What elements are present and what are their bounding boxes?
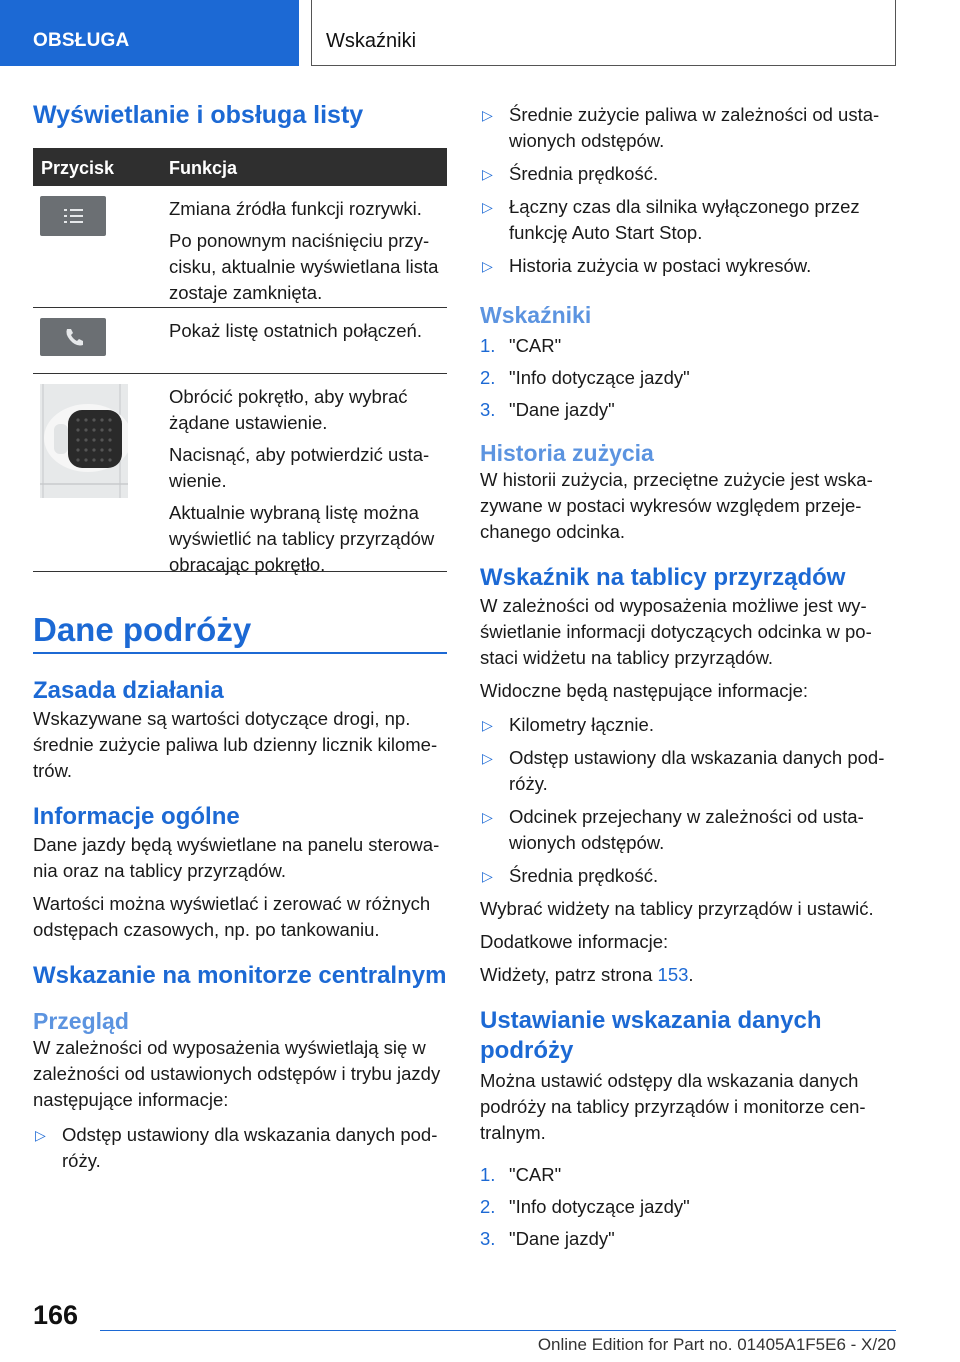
overview-text: W zależności od wyposażenia wyświetlają się w zależności od ustawionych odstępów i trybu jazdy następujące informacje: <box>33 1037 441 1110</box>
edition-text: Online Edition for Part no. 01405A1F5E6 - X/20 <box>537 1335 896 1354</box>
general-info-text: Dane jazdy będą wyświetlane na panelu sterowania oraz na tablicy przyrządów. <box>33 834 440 881</box>
list-item: ▷ Średnia prędkość. <box>480 863 896 889</box>
principle-heading: Zasada działania <box>33 677 224 704</box>
button-function-table <box>33 148 447 575</box>
step-item: 1. "CAR" <box>480 1164 562 1185</box>
page-number: 166 <box>33 1300 79 1330</box>
bullet-icon: ▷ <box>482 809 493 825</box>
central-monitor-heading: Wskazanie na monitorze centralnym <box>33 962 447 989</box>
step-item: 3. "Dane jazdy" <box>480 1228 615 1249</box>
table-cell-text: Po ponownym naciśnięciu przycisku, aktualnie wyświetlana lista zostaje zamknięta. <box>169 230 439 303</box>
controller-knob-icon <box>40 384 128 498</box>
table-row <box>33 308 447 374</box>
bullet-icon: ▷ <box>482 166 493 182</box>
general-info-heading: Informacje ogólne <box>33 803 240 830</box>
table-row <box>33 186 447 308</box>
table-header-button: Przycisk <box>41 158 115 178</box>
bullet-icon: ▷ <box>482 107 493 123</box>
instrument-cluster-text: W zależności od wyposażenia możliwe jest wyświetlanie informacji dotyczących odcinka w postaci widżetu na tablicy przyrządów. <box>480 595 872 668</box>
list-item: ▷ Odstęp ustawiony dla wskazania danych podróży. <box>35 1124 438 1171</box>
bullet-icon: ▷ <box>482 868 493 884</box>
consumption-history-text: W historii zużycia, przeciętne zużycie jest wskazywane w postaci wykresów względem przejechanego odcinka. <box>480 469 873 542</box>
instrument-cluster-text: Dodatkowe informacje: <box>480 931 669 952</box>
page-header <box>0 0 960 66</box>
overview-heading: Przegląd <box>33 1008 129 1034</box>
list-item: ▷ Historia zużycia w postaci wykresów. <box>480 253 896 279</box>
list-section-title: Wyświetlanie i obsługa listy <box>33 101 364 129</box>
consumption-history-heading: Historia zużycia <box>480 440 654 466</box>
bullet-icon: ▷ <box>482 750 493 766</box>
section-tab: OBSŁUGA <box>0 0 299 66</box>
overview-list-continued <box>480 102 896 279</box>
step-item: 2. "Info dotyczące jazdy" <box>480 367 690 388</box>
instrument-cluster-text: Widżety, patrz strona 153. <box>480 964 694 985</box>
table-header-function: Funkcja <box>169 158 238 178</box>
table-cell-text: Obrócić pokrętło, aby wybrać żądane ustawienie. <box>169 386 408 433</box>
left-column <box>33 100 447 1181</box>
list-item: ▷ Odstęp ustawiony dla wskazania danych podróży. <box>482 747 885 794</box>
overview-list <box>33 1122 447 1174</box>
instrument-cluster-list <box>480 712 896 889</box>
list-item: ▷ Odcinek przejechany w zależności od ustawionych odstępów. <box>482 806 864 853</box>
bullet-icon: ▷ <box>482 258 493 274</box>
step-item: 3. "Dane jazdy" <box>480 399 615 420</box>
principle-text: Wskazywane są wartości dotyczące drogi, np. średnie zużycie paliwa lub dzienny licznik kilometrów. <box>33 708 438 781</box>
table-cell-text: Nacisnąć, aby potwierdzić ustawienie. <box>169 444 430 491</box>
chapter-underline <box>33 652 447 654</box>
right-column <box>480 100 896 1258</box>
set-trip-data-steps <box>480 1162 896 1252</box>
phone-button-icon <box>40 318 106 356</box>
table-row <box>33 374 447 575</box>
list-item: ▷ Kilometry łącznie. <box>480 712 896 738</box>
instrument-cluster-text: Widoczne będą następujące informacje: <box>480 680 809 701</box>
table-cell-text: Zmiana źródła funkcji rozrywki. <box>169 198 422 219</box>
indicators-heading: Wskaźniki <box>480 302 592 328</box>
set-trip-data-text: Można ustawić odstępy dla wskazania danych podróży na tablicy przyrządów i monitorze centralnym. <box>480 1070 866 1143</box>
indicators-steps <box>480 333 896 423</box>
step-item: 2. "Info dotyczące jazdy" <box>480 1196 690 1217</box>
instrument-cluster-heading: Wskaźnik na tablicy przyrządów <box>480 564 846 591</box>
bullet-icon: ▷ <box>35 1127 46 1143</box>
page-link[interactable]: 153 <box>657 964 689 985</box>
step-item: 1. "CAR" <box>480 335 562 356</box>
instrument-cluster-text: Wybrać widżety na tablicy przyrządów i ustawić. <box>480 898 874 919</box>
chapter-tab: Wskaźniki <box>311 0 896 66</box>
list-item: ▷ Łączny czas dla silnika wyłączonego przez funkcję Auto Start Stop. <box>482 196 860 243</box>
bullet-icon: ▷ <box>482 717 493 733</box>
bullet-icon: ▷ <box>482 199 493 215</box>
footer-rule <box>100 1330 896 1331</box>
table-cell-text: Pokaż listę ostatnich połączeń. <box>169 320 422 341</box>
general-info-text: Wartości można wyświetlać i zerować w różnych odstępach czasowych, np. po tankowaniu. <box>33 893 431 940</box>
table-cell-text: Aktualnie wybraną listę można wyświetlić na tablicy przyrządów obracając pokrętło. <box>169 502 435 575</box>
list-item: ▷ Średnia prędkość. <box>480 161 896 187</box>
chapter-title: Dane podróży <box>33 611 252 648</box>
set-trip-data-heading: Ustawianie wskazania danych podróży <box>480 1007 822 1064</box>
list-button-icon <box>40 196 106 236</box>
table-header <box>33 148 447 186</box>
list-item: ▷ Średnie zużycie paliwa w zależności od ustawionych odstępów. <box>482 104 880 151</box>
